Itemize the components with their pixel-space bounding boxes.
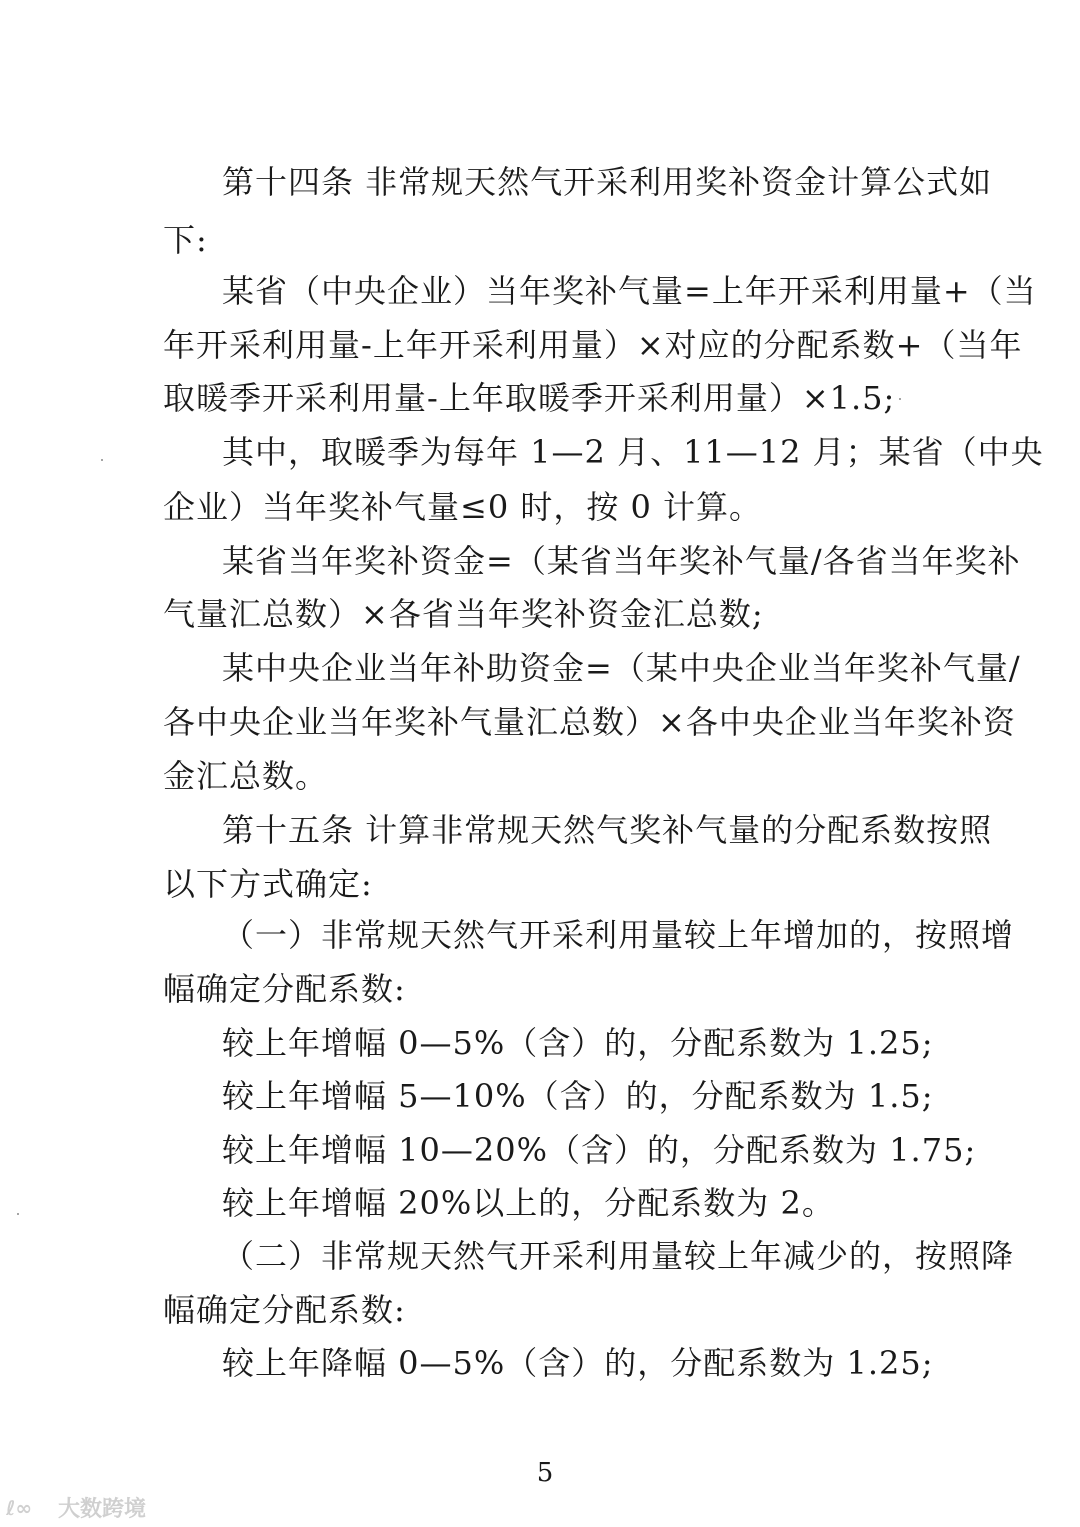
article-15-heading: 第十五条 计算非常规天然气奖补气量的分配系数按照	[222, 811, 993, 849]
text-line: 幅确定分配系数:	[163, 970, 406, 1008]
coefficient-item: 较上年增幅 0—5%（含）的，分配系数为 1.25;	[222, 1024, 934, 1062]
watermark	[6, 1492, 146, 1523]
article-14-heading: 第十四条 非常规天然气开采利用奖补资金计算公式如	[222, 163, 993, 201]
scan-speck	[101, 459, 103, 461]
text-line: 金汇总数。	[163, 757, 329, 795]
svg-text:ℓ∞: ℓ∞	[6, 1495, 33, 1520]
scan-speck	[899, 398, 901, 400]
coefficient-item: 较上年增幅 5—10%（含）的，分配系数为 1.5;	[222, 1077, 934, 1115]
coefficient-item: 较上年降幅 0—5%（含）的，分配系数为 1.25;	[222, 1344, 934, 1382]
clause-2-heading: （二）非常规天然气开采利用量较上年减少的，按照降	[222, 1237, 1015, 1275]
formula-line: 某省当年奖补资金=（某省当年奖补气量/各省当年奖补	[222, 542, 1021, 580]
watermark-logo-icon	[6, 1496, 54, 1520]
text-line: 企业）当年奖补气量≤0 时，按 0 计算。	[163, 488, 763, 526]
coefficient-item: 较上年增幅 20%以上的，分配系数为 2。	[222, 1184, 835, 1222]
text-line: 幅确定分配系数:	[163, 1291, 406, 1329]
text-line: 其中，取暖季为每年 1—2 月、11—12 月；某省（中央	[222, 433, 1044, 471]
formula-line: 年开采利用量-上年开采利用量）×对应的分配系数+（当年	[163, 326, 1023, 364]
formula-line: 某省（中央企业）当年奖补气量=上年开采利用量+（当	[222, 272, 1037, 310]
coefficient-item: 较上年增幅 10—20%（含）的，分配系数为 1.75;	[222, 1131, 977, 1169]
text-line: 以下方式确定:	[163, 865, 373, 903]
formula-line: 取暖季开采利用量-上年取暖季开采利用量）×1.5;	[163, 379, 896, 417]
formula-line: 某中央企业当年补助资金=（某中央企业当年奖补气量/	[222, 649, 1021, 687]
watermark-text: 大数跨境	[58, 1497, 147, 1522]
text-line: 下:	[163, 221, 208, 259]
scan-speck	[17, 1213, 19, 1215]
formula-line: 各中央企业当年奖补气量汇总数）×各中央企业当年奖补资	[163, 703, 1016, 741]
page-number: 5	[536, 1458, 554, 1488]
formula-line: 气量汇总数）×各省当年奖补资金汇总数;	[163, 595, 764, 633]
clause-1-heading: （一）非常规天然气开采利用量较上年增加的，按照增	[222, 916, 1015, 954]
